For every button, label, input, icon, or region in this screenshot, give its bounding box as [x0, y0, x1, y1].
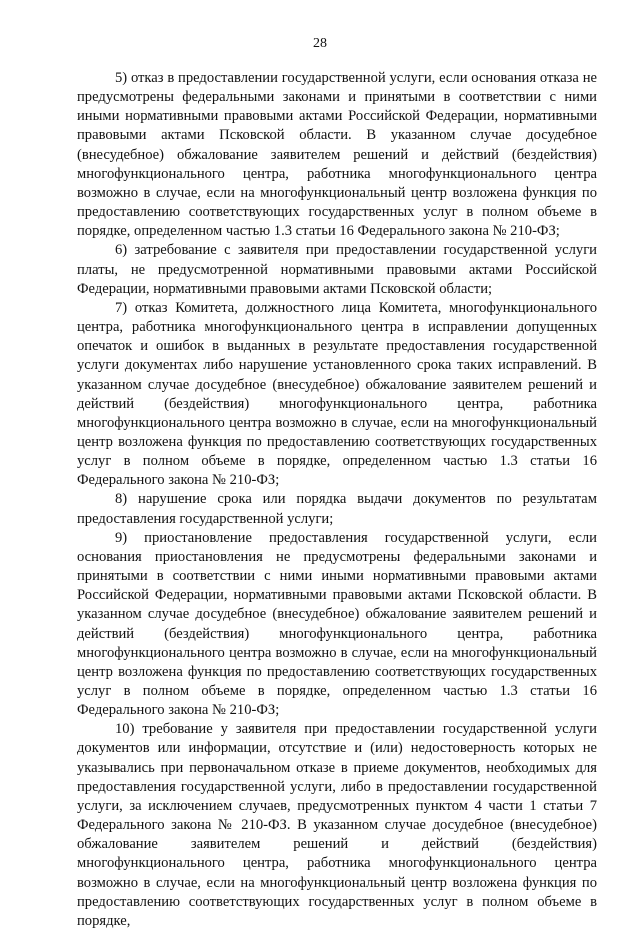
- paragraph-item-9: 9) приостановление предоставления государственной услуги, если основания приостановления не предусмотрены федеральными законами и принятыми в соответствии с ними иными нормативными правовыми актами Российской Федерации, нормативными правовыми актами Псковской области. В указанном случае досудебное (внесудебное) обжалование заявителем решений и действий (бездействия) многофункционального центра, работника многофункционального центра возможно в случае, если на многофункциональный центр возложена функция по предоставлению соответствующих государственных услуг в полном объеме в порядке, определенном частью 1.3 статьи 16 Федерального закона № 210-ФЗ;: [77, 529, 597, 719]
- paragraph-item-6: 6) затребование с заявителя при предоставлении государственной услуги платы, не предусмотренной нормативными правовыми актами Российской Федерации, нормативными правовыми актами Псковской области;: [77, 242, 597, 297]
- paragraph-item-8: 8) нарушение срока или порядка выдачи документов по результатам предоставления государственной услуги;: [77, 491, 597, 527]
- page-number: 28: [313, 36, 327, 51]
- paragraph-item-10: 10) требование у заявителя при предоставлении государственной услуги документов или информации, отсутствие и (или) недостоверность которых не указывались при первоначальном отказе в приеме документов, необходимых для предоставления государственной услуги, либо в предоставлении государственной услуги, за исключением случаев, предусмотренных пунктом 4 части 1 статьи 7 Федерального закона № 210-ФЗ. В указанном случае досудебное (внесудебное) обжалование заявителем решений и действий (бездействия) многофункционального центра, работника многофункционального центра возможно в случае, если на многофункциональный центр возложена функция по предоставлению соответствующих государственных услуг в полном объеме в порядке,: [77, 721, 597, 929]
- paragraph-item-7: 7) отказ Комитета, должностного лица Комитета, многофункционального центра, работника многофункционального центра в исправлении допущенных опечаток и ошибок в выданных в результате предоставления государственной услуги документах либо нарушение установленного срока таких исправлений. В указанном случае досудебное (внесудебное) обжалование заявителем решений и действий (бездействия) многофункционального центра, работника многофункционального центра возможно в случае, если на многофункциональный центр возложена функция по предоставлению соответствующих государственных услуг в полном объеме в порядке, определенном частью 1.3 статьи 16 Федерального закона № 210-ФЗ;: [77, 299, 597, 489]
- document-body: [77, 69, 597, 931]
- paragraph-item-5: 5) отказ в предоставлении государственной услуги, если основания отказа не предусмотрены федеральными законами и принятыми в соответствии с ними иными нормативными правовыми актами Российской Федерации, нормативными правовыми актами Псковской области. В указанном случае досудебное (внесудебное) обжалование заявителем решений и действий (бездействия) многофункционального центра, работника многофункционального центра возможно в случае, если на многофункциональный центр возложена функция по предоставлению соответствующих государственных услуг в полном объеме в порядке, определенном частью 1.3 статьи 16 Федерального закона № 210-ФЗ;: [77, 70, 597, 240]
